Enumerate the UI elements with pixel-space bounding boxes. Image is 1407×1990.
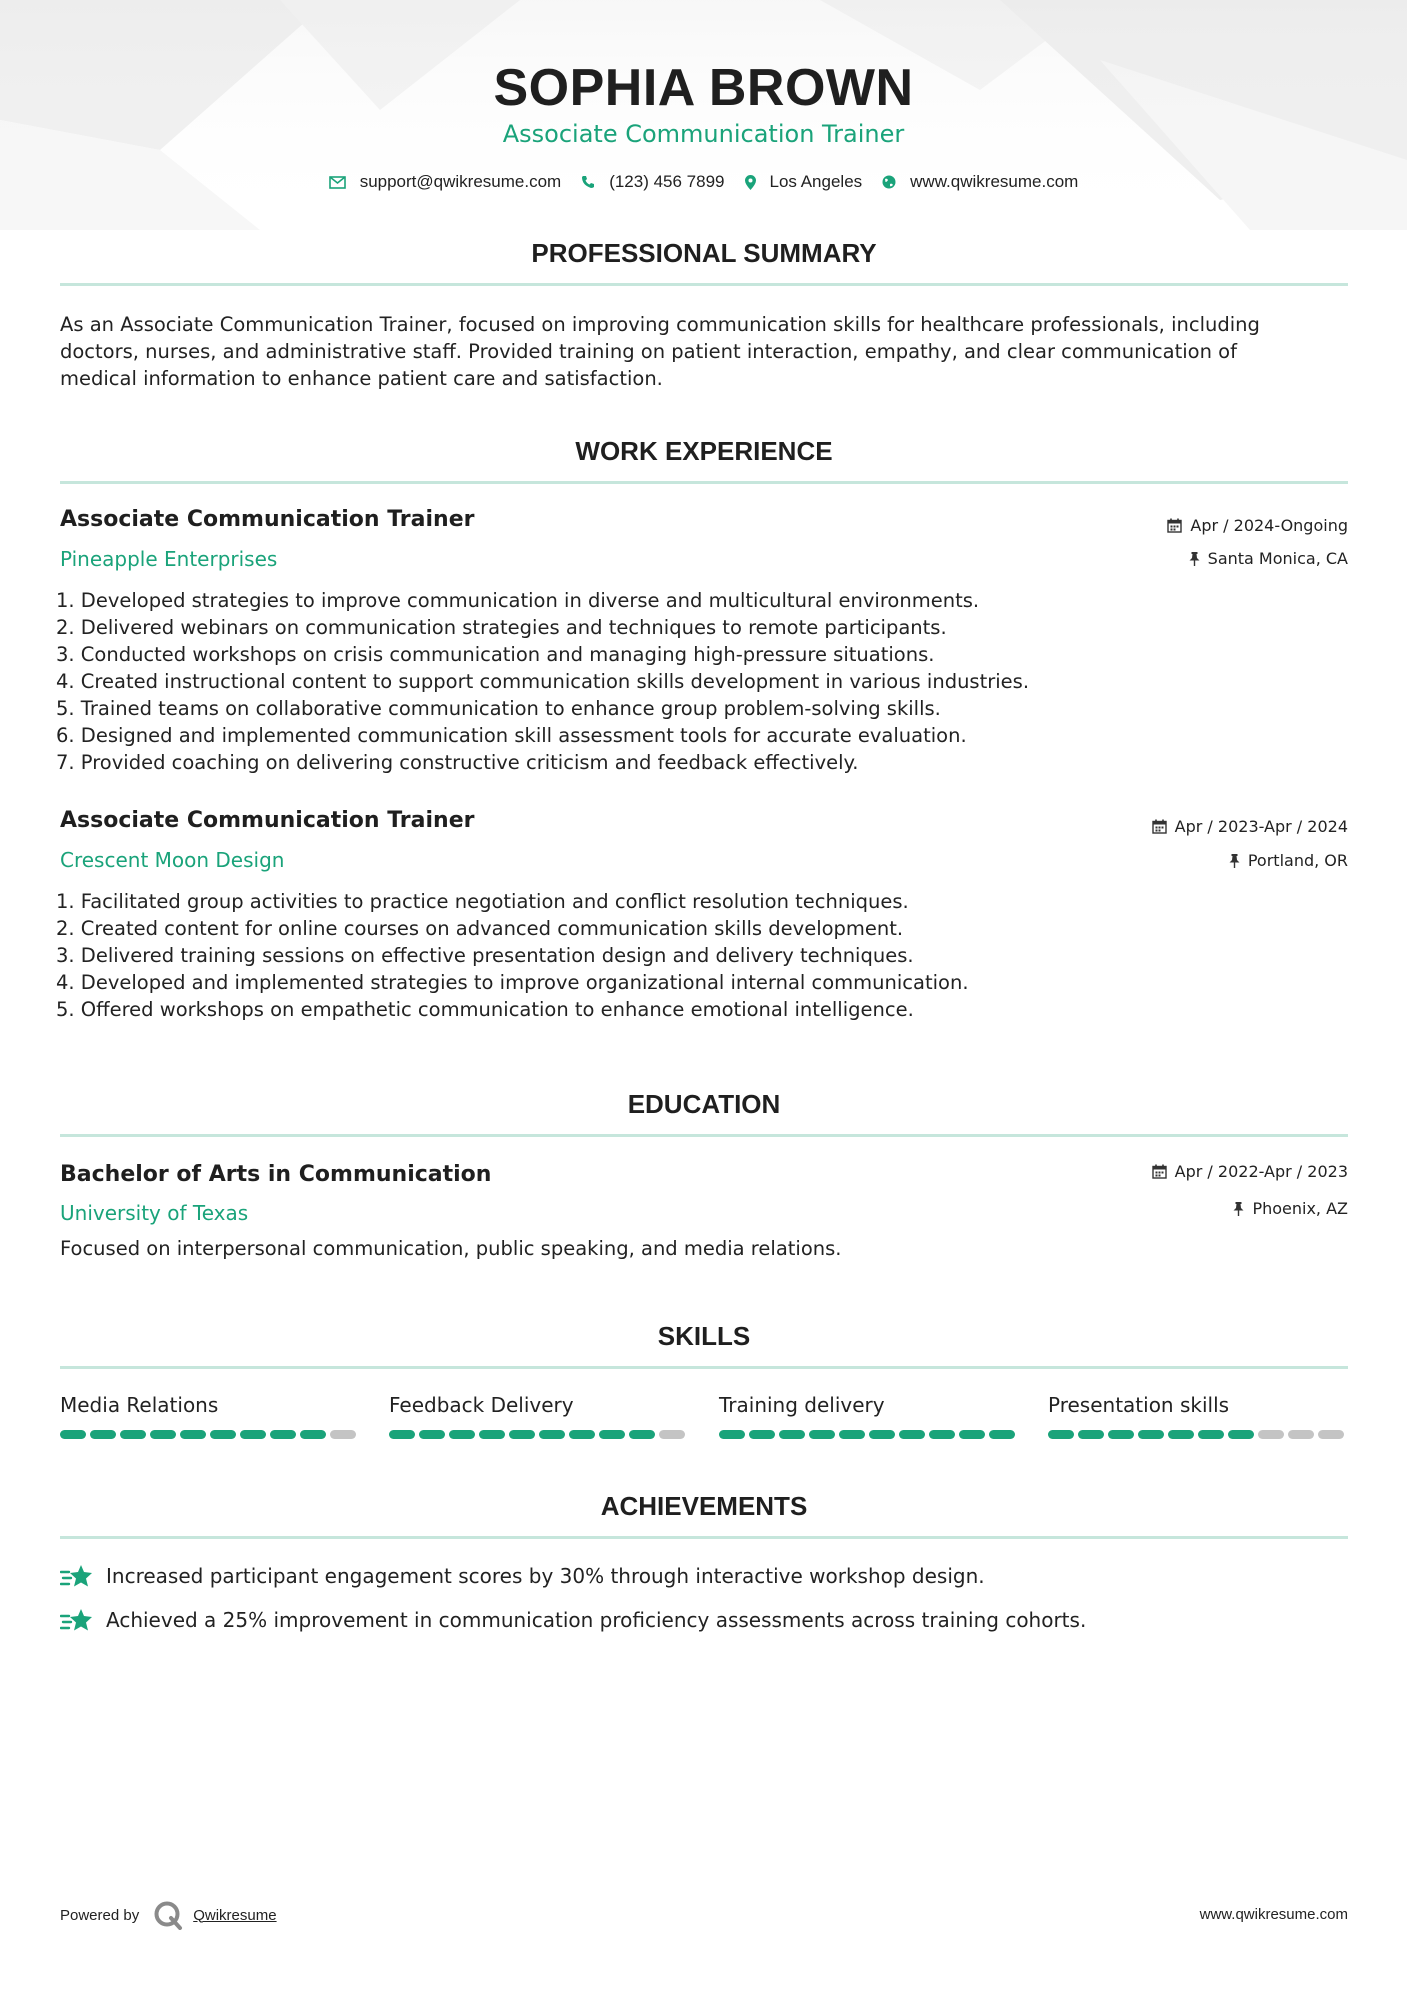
education-description: Focused on interpersonal communication, public speaking, and media relations.	[60, 1237, 842, 1260]
skills-heading: SKILLS	[657, 1321, 751, 1351]
summary-line: medical information to enhance patient care and satisfaction.	[60, 367, 663, 390]
skill-segment-filled	[419, 1430, 445, 1439]
achievement-item	[60, 1607, 1086, 1633]
list-item: 4. Created instructional content to support communication skills development in various industries.	[56, 670, 1030, 693]
shooting-star-icon	[60, 1607, 94, 1633]
summary-divider	[60, 283, 1348, 286]
job-location-text: Portland, OR	[1247, 851, 1348, 870]
summary-line: As an Associate Communication Trainer, focused on improving communication skills for healthcare professionals, including	[60, 313, 1260, 336]
pushpin-icon	[1233, 1202, 1244, 1216]
skill-segment-filled	[60, 1430, 86, 1439]
phone-icon	[581, 175, 595, 189]
skill-segment-filled	[569, 1430, 595, 1439]
list-item: 3. Conducted workshops on crisis communication and managing high-pressure situations.	[56, 643, 935, 666]
skill-segment-filled	[240, 1430, 266, 1439]
job-dates	[1167, 516, 1348, 535]
skill-segment-filled	[1108, 1430, 1134, 1439]
contact-website[interactable]	[882, 172, 1078, 192]
skill-item	[60, 1393, 360, 1439]
skill-segment-filled	[929, 1430, 955, 1439]
list-item: 1. Developed strategies to improve communication in diverse and multicultural environments.	[56, 589, 980, 612]
list-item: 6. Designed and implemented communication skill assessment tools for accurate evaluation.	[56, 724, 967, 747]
list-item: 5. Trained teams on collaborative communication to enhance group problem-solving skills.	[56, 697, 941, 720]
qwikresume-logo-icon	[153, 1900, 183, 1930]
skill-segment-filled	[120, 1430, 146, 1439]
pushpin-icon	[1229, 854, 1240, 868]
skill-segment-filled	[629, 1430, 655, 1439]
skill-segment-filled	[90, 1430, 116, 1439]
list-item: 3. Delivered training sessions on effective presentation design and delivery techniques.	[56, 944, 914, 967]
skill-segment-filled	[389, 1430, 415, 1439]
achievement-text: Increased participant engagement scores by 30% through interactive workshop design.	[106, 1564, 985, 1588]
skill-segment-filled	[300, 1430, 326, 1439]
job-location-text: Santa Monica, CA	[1207, 549, 1348, 568]
candidate-name: SOPHIA BROWN	[493, 59, 914, 117]
contact-location	[745, 172, 863, 192]
calendar-icon	[1167, 518, 1182, 533]
summary-heading: PROFESSIONAL SUMMARY	[531, 238, 877, 268]
experience-divider	[60, 481, 1348, 484]
job-dates-text: Apr / 2024-Ongoing	[1190, 516, 1348, 535]
phone-text: (123) 456 7899	[609, 172, 725, 191]
skill-segment-filled	[839, 1430, 865, 1439]
skill-segment-filled	[210, 1430, 236, 1439]
envelope-icon	[329, 176, 346, 189]
job-title: Associate Communication Trainer	[60, 808, 475, 833]
skill-segment-filled	[779, 1430, 805, 1439]
contact-email[interactable]	[329, 172, 562, 192]
achievement-item	[60, 1563, 985, 1589]
powered-by-label: Powered by	[60, 1906, 140, 1924]
skill-level-bar	[719, 1430, 1019, 1439]
globe-icon	[882, 175, 896, 189]
skill-name: Media Relations	[60, 1393, 219, 1417]
job-title: Associate Communication Trainer	[60, 507, 475, 532]
summary-line: doctors, nurses, and administrative staff. Provided training on patient interaction, empathy, and clear communication of	[60, 340, 1237, 363]
job-responsibilities	[56, 587, 1346, 776]
skill-segment-filled	[449, 1430, 475, 1439]
skill-segment-filled	[989, 1430, 1015, 1439]
footer-powered-by	[60, 1900, 277, 1930]
skill-level-bar	[1048, 1430, 1348, 1439]
skill-segment-filled	[599, 1430, 625, 1439]
education-location-text: Phoenix, AZ	[1252, 1199, 1348, 1218]
degree-title: Bachelor of Arts in Communication	[60, 1162, 492, 1187]
contact-bar	[0, 172, 1407, 192]
skill-segment-empty	[1288, 1430, 1314, 1439]
list-item: 1. Facilitated group activities to practice negotiation and conflict resolution techniques.	[56, 890, 909, 913]
skill-name: Presentation skills	[1048, 1393, 1230, 1417]
skill-name: Training delivery	[719, 1393, 885, 1417]
list-item: 2. Created content for online courses on advanced communication skills development.	[56, 917, 904, 940]
list-item: 5. Offered workshops on empathetic communication to enhance emotional intelligence.	[56, 998, 914, 1021]
summary-text	[60, 311, 1350, 392]
skill-segment-empty	[1258, 1430, 1284, 1439]
education-dates-text: Apr / 2022-Apr / 2023	[1174, 1162, 1348, 1181]
achievements-divider	[60, 1536, 1348, 1539]
job-dates-text: Apr / 2023-Apr / 2024	[1174, 817, 1348, 836]
shooting-star-icon	[60, 1563, 94, 1589]
calendar-icon	[1152, 1164, 1167, 1179]
skill-segment-filled	[270, 1430, 296, 1439]
skill-segment-empty	[659, 1430, 685, 1439]
skill-segment-filled	[1228, 1430, 1254, 1439]
email-text: support@qwikresume.com	[359, 172, 562, 191]
skill-item	[719, 1393, 1019, 1439]
skill-segment-filled	[150, 1430, 176, 1439]
pushpin-icon	[1189, 552, 1200, 566]
skills-divider	[60, 1366, 1348, 1369]
skill-segment-filled	[1168, 1430, 1194, 1439]
skill-level-bar	[389, 1430, 689, 1439]
skill-level-bar	[60, 1430, 360, 1439]
achievements-heading: ACHIEVEMENTS	[600, 1491, 808, 1521]
skill-segment-filled	[959, 1430, 985, 1439]
candidate-role: Associate Communication Trainer	[502, 120, 905, 148]
company-name: Pineapple Enterprises	[60, 547, 278, 571]
footer-website[interactable]: www.qwikresume.com	[1199, 1906, 1348, 1923]
skill-name: Feedback Delivery	[389, 1393, 574, 1417]
job-location	[1229, 851, 1348, 870]
achievement-text: Achieved a 25% improvement in communication proficiency assessments across training cohorts.	[106, 1608, 1087, 1632]
skill-segment-filled	[1198, 1430, 1224, 1439]
skill-segment-filled	[479, 1430, 505, 1439]
skill-segment-filled	[539, 1430, 565, 1439]
location-text: Los Angeles	[769, 172, 863, 191]
skill-segment-filled	[1048, 1430, 1074, 1439]
skill-segment-filled	[719, 1430, 745, 1439]
skill-segment-filled	[749, 1430, 775, 1439]
website-text: www.qwikresume.com	[910, 172, 1079, 191]
calendar-icon	[1152, 819, 1167, 834]
list-item: 7. Provided coaching on delivering constructive criticism and feedback effectively.	[56, 751, 859, 774]
skill-segment-filled	[869, 1430, 895, 1439]
skill-segment-filled	[1078, 1430, 1104, 1439]
skill-segment-filled	[809, 1430, 835, 1439]
education-divider	[60, 1134, 1348, 1137]
skill-segment-filled	[899, 1430, 925, 1439]
skill-segment-empty	[1318, 1430, 1344, 1439]
skill-item	[389, 1393, 689, 1439]
skill-segment-filled	[1138, 1430, 1164, 1439]
experience-heading: WORK EXPERIENCE	[575, 436, 833, 466]
skill-segment-empty	[330, 1430, 356, 1439]
company-name: Crescent Moon Design	[60, 848, 285, 872]
contact-phone[interactable]	[581, 172, 724, 192]
map-pin-icon	[745, 175, 756, 190]
qwikresume-link[interactable]: Qwikresume	[193, 1906, 277, 1924]
education-dates	[1152, 1162, 1348, 1181]
job-responsibilities	[56, 888, 1346, 1023]
skill-item	[1048, 1393, 1348, 1439]
skill-segment-filled	[180, 1430, 206, 1439]
job-dates	[1152, 817, 1348, 836]
job-location	[1189, 549, 1348, 568]
skill-segment-filled	[509, 1430, 535, 1439]
list-item: 2. Delivered webinars on communication strategies and techniques to remote participants.	[56, 616, 947, 639]
education-location	[1233, 1199, 1348, 1218]
education-heading: EDUCATION	[627, 1089, 781, 1119]
list-item: 4. Developed and implemented strategies to improve organizational internal communication.	[56, 971, 969, 994]
school-name: University of Texas	[60, 1201, 249, 1225]
